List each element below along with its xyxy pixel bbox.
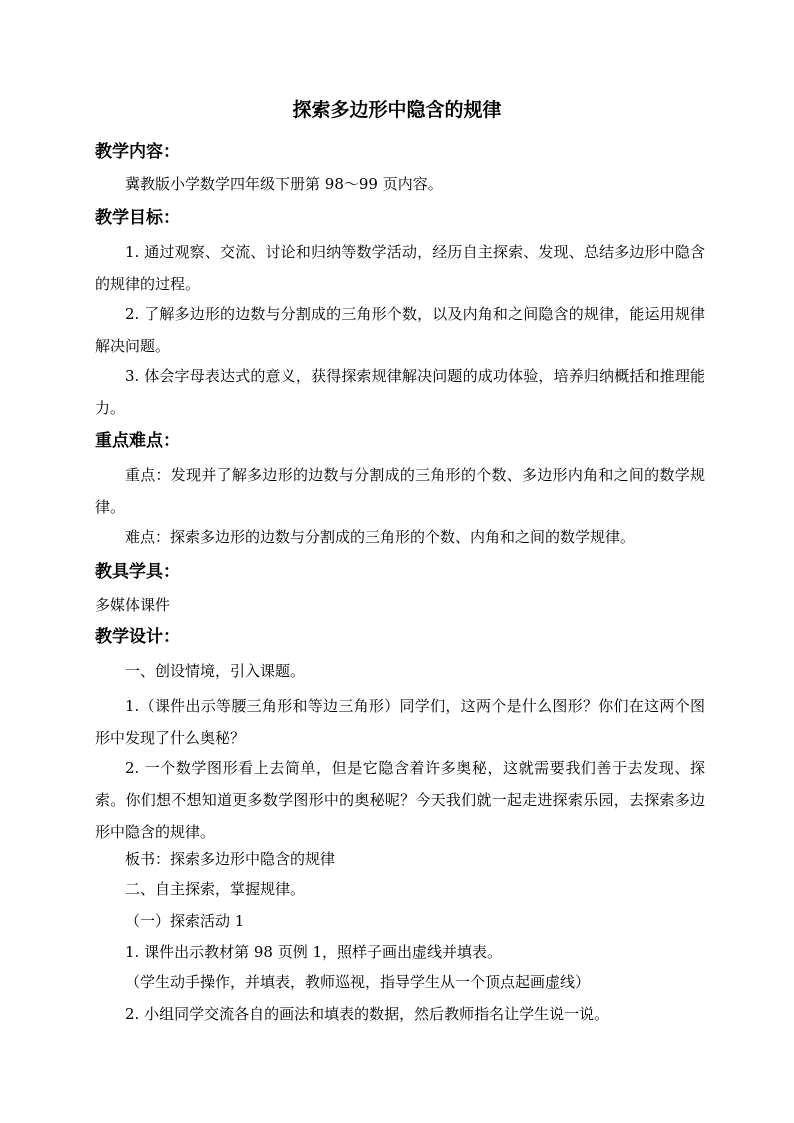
design-board-text: 板书：探索多边形中隐含的规律 — [125, 850, 336, 868]
goal-item-1: 1. 通过观察、交流、讨论和归纳等数学活动，经历自主探索、发现、总结多边形中隐含的规律的过程。 — [95, 243, 705, 293]
design-step1-item1: 1.（课件出示等腰三角形和等边三角形）同学们，这两个是什么图形？你们在这两个图形中发现了什么奥秘？ — [95, 697, 705, 747]
tools-text: 多媒体课件 — [95, 596, 171, 614]
section-heading-goals: 教学目标： — [95, 208, 180, 228]
goal-item-3: 3. 体会字母表达式的意义，获得探索规律解决问题的成功体验，培养归纳概括和推理能力。 — [95, 367, 705, 417]
design-activity1-title: （一）探索活动 1 — [125, 912, 245, 930]
design-step1-title: 一、创设情境，引入课题。 — [125, 662, 306, 680]
section-heading-design: 教学设计： — [95, 627, 180, 647]
design-activity1-item2: 2. 小组同学交流各自的画法和填表的数据，然后教师指名让学生说一说。 — [125, 1005, 610, 1023]
content-text: 冀教版小学数学四年级下册第 98～99 页内容。 — [125, 175, 443, 193]
keypoint-text: 重点：发现并了解多边形的边数与分割成的三角形的个数、多边形内角和之间的数学规律。 — [95, 466, 705, 516]
design-activity1-item1: 1. 课件出示教材第 98 页例 1，照样子画出虚线并填表。 — [125, 943, 503, 961]
design-step1-item2: 2. 一个数学图形看上去简单，但是它隐含着许多奥秘，这就需要我们善于去发现、探索。你们想不想知道更多数学图形中的奥秘呢？今天我们就一起走进探索乐园，去探索多边形中隐含的规律。 — [95, 759, 705, 841]
section-heading-content: 教学内容： — [95, 142, 180, 162]
document-title: 探索多边形中隐含的规律 — [292, 99, 502, 121]
goal-item-2: 2. 了解多边形的边数与分割成的三角形个数，以及内角和之间隐含的规律，能运用规律解决问题。 — [95, 305, 705, 355]
section-heading-tools: 教具学具： — [95, 562, 180, 582]
difficulty-text: 难点：探索多边形的边数与分割成的三角形的个数、内角和之间的数学规律。 — [125, 528, 636, 546]
section-heading-keypoints: 重点难点： — [95, 431, 180, 451]
design-step2-title: 二、自主探索，掌握规律。 — [125, 880, 306, 898]
design-activity1-note: （学生动手操作，并填表，教师巡视，指导学生从一个顶点起画虚线） — [125, 973, 591, 991]
